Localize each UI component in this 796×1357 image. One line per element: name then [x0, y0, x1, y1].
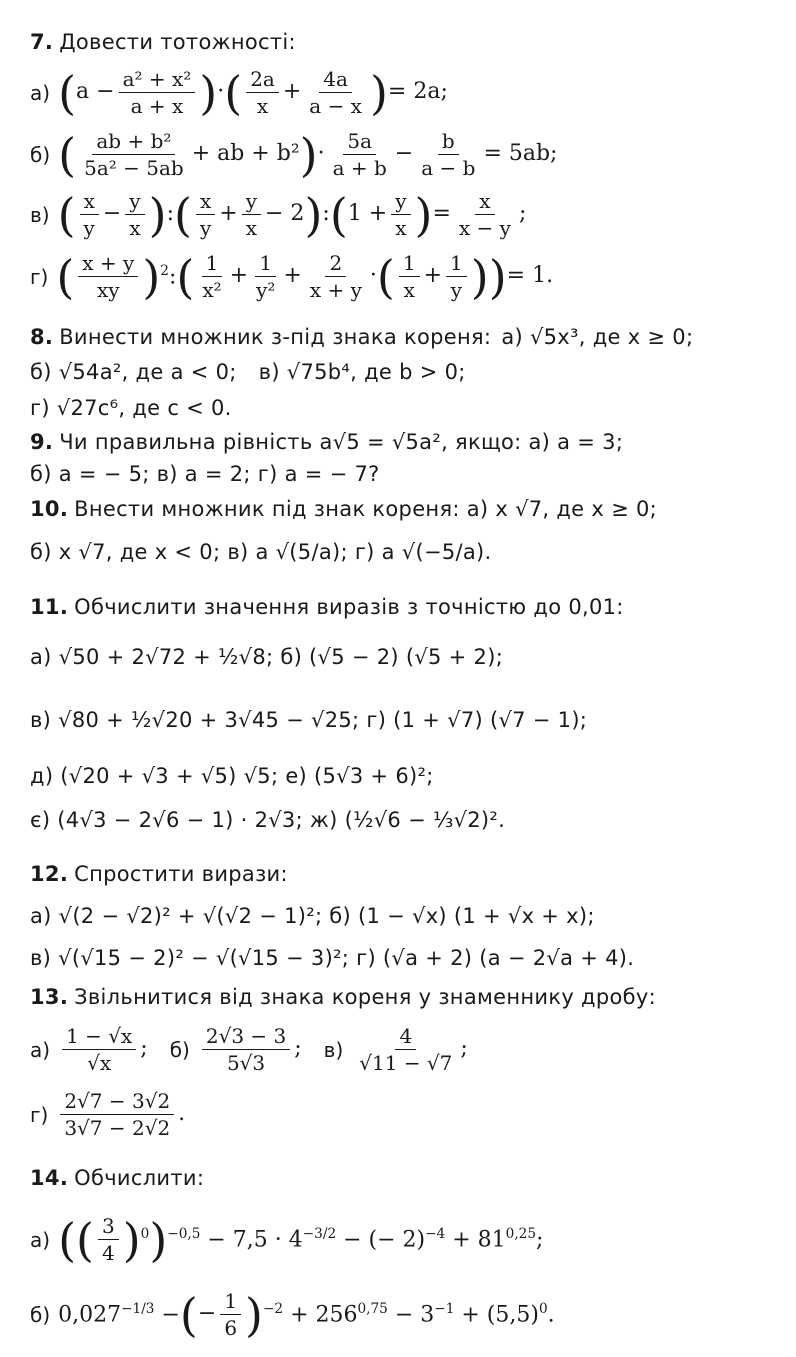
task-11-title [30, 595, 786, 620]
task-text: Обчислити: [74, 1166, 205, 1190]
item-label: а) [30, 1227, 51, 1252]
task-items: д) (√20 + √3 + √5) √5; е) (5√3 + 6)²; [30, 764, 434, 788]
task-11v [30, 708, 786, 733]
task-9-line2 [30, 462, 786, 487]
task-7-title [30, 30, 786, 55]
task-10-line1 [30, 497, 786, 522]
item-v: в) √75b⁴, де b > 0; [258, 360, 466, 384]
task-number: 14. [30, 1166, 69, 1190]
item-label: а) [30, 80, 51, 105]
task-text: Спростити вирази: [74, 862, 288, 886]
item-label: в) [323, 1037, 344, 1062]
task-13-title [30, 985, 786, 1010]
item-label: б) [30, 1302, 51, 1327]
item-label: г) [30, 264, 49, 289]
item-label: а) [30, 1037, 51, 1062]
task-text: Чи правильна рівність a√5 = √5a², якщо: а) a = 3; [59, 430, 624, 454]
task-9-line1 [30, 430, 786, 455]
item-g: г) √27c⁶, де c < 0. [30, 396, 232, 420]
task-10-line2 [30, 540, 786, 565]
task-number: 11. [30, 595, 69, 619]
task-8-line2 [30, 360, 786, 385]
task-text: Винести множник з-під знака кореня: [59, 325, 492, 349]
task-7b: б) ( $\frac{\text{ab + b²}}{\text{5a² − 5ab}}$ + ab + b² ) · $\frac{5a}{a + b}$ − $\frac{b}{a - b}$ = 5ab; [30, 127, 558, 182]
item-a: а) √5x³, де x ≥ 0; [501, 325, 694, 349]
task-7a: а) ( a − $\frac{\text{a² + x²}}{a + x}$ ) · ( $\frac{2a}{x}$ + $\frac{4a}{a - x}$ ) = 2a; [30, 65, 448, 120]
task-text: Довести тотожності: [59, 30, 296, 54]
task-items: в) √80 + ½√20 + 3√45 − √25; г) (1 + √7) (√7 − 1); [30, 708, 588, 732]
item-b: б) √54a², де a < 0; [30, 360, 237, 384]
task-text: Внести множник під знак кореня: а) x √7, де x ≥ 0; [74, 497, 657, 521]
task-11d [30, 764, 786, 789]
task-11ye [30, 808, 786, 833]
task-number: 9. [30, 430, 54, 454]
task-12v [30, 946, 786, 971]
task-items: в) √(√15 − 2)² − √(√15 − 3)²; г) (√a + 2) (a − 2√a + 4). [30, 946, 635, 970]
task-8-title [30, 325, 786, 350]
task-number: 7. [30, 30, 54, 54]
task-12a [30, 904, 786, 929]
task-7g: г) ( $\frac{x + y}{xy}$ ) $^2$: ( $\frac{1}{\text{x²}}$ + $\frac{1}{\text{y²}}$ + $\frac{2}{x + y}$ · ( $\frac{1}{x}$ + $\frac{1}{y}$ )) = 1. [30, 249, 554, 304]
task-14-title [30, 1166, 786, 1191]
task-items: є) (4√3 − 2√6 − 1) · 2√3; ж) (½√6 − ⅓√2)². [30, 808, 506, 832]
task-14b: б) $0,027^{-1/3}$ − ( − $\frac{1}{6}$ ) $^{-2} + 256^{0,75} - 3^{-1} + (5,5)^0$. [30, 1287, 555, 1342]
task-number: 10. [30, 497, 69, 521]
task-text: Звільнитися від знака кореня у знаменнику дробу: [74, 985, 656, 1009]
task-12-title [30, 862, 786, 887]
task-11a [30, 645, 786, 670]
task-7v: в) ( $\frac{x}{y}$ − $\frac{y}{x}$ ) : ( $\frac{x}{y}$ + $\frac{y}{x}$ − 2 ) : ( 1 + $\frac{y}{x}$ ) = $\frac{x}{x - y}$ ; [30, 187, 527, 242]
task-items: а) √(2 − √2)² + √(√2 − 1)²; б) (1 − √x) (1 + √x + x); [30, 904, 595, 928]
task-items: б) a = − 5; в) a = 2; г) a = − 7? [30, 462, 380, 486]
item-label: в) [30, 202, 50, 227]
task-number: 12. [30, 862, 69, 886]
task-items: б) x √7, де x < 0; в) a √(5/a); г) a √(−5/a). [30, 540, 492, 564]
task-13-line1: а) $\frac{1 - √x}{√x}$ ; б) $\frac{2√3 - 3}{5√3}$ ; в) $\frac{4}{√11 - √7}$ ; [30, 1024, 468, 1075]
task-13-line2: г) $\frac{2√7 - 3√2}{3√7 - 2√2}$ . [30, 1089, 186, 1140]
item-label: б) [169, 1037, 190, 1062]
task-8-line3 [30, 396, 786, 421]
item-label: б) [30, 142, 51, 167]
task-number: 8. [30, 325, 54, 349]
task-number: 13. [30, 985, 69, 1009]
item-label: г) [30, 1102, 49, 1127]
task-items: а) √50 + 2√72 + ½√8; б) (√5 − 2) (√5 + 2); [30, 645, 504, 669]
task-text: Обчислити значення виразів з точністю до 0,01: [74, 595, 624, 619]
task-14a: а) (( $\frac{3}{4}$ ) $^0$ ) $^{-0,5} - 7,5 \cdot 4^{-3/2}$ − (− $2)^{-4} + 81^{0,25}$; [30, 1212, 544, 1267]
